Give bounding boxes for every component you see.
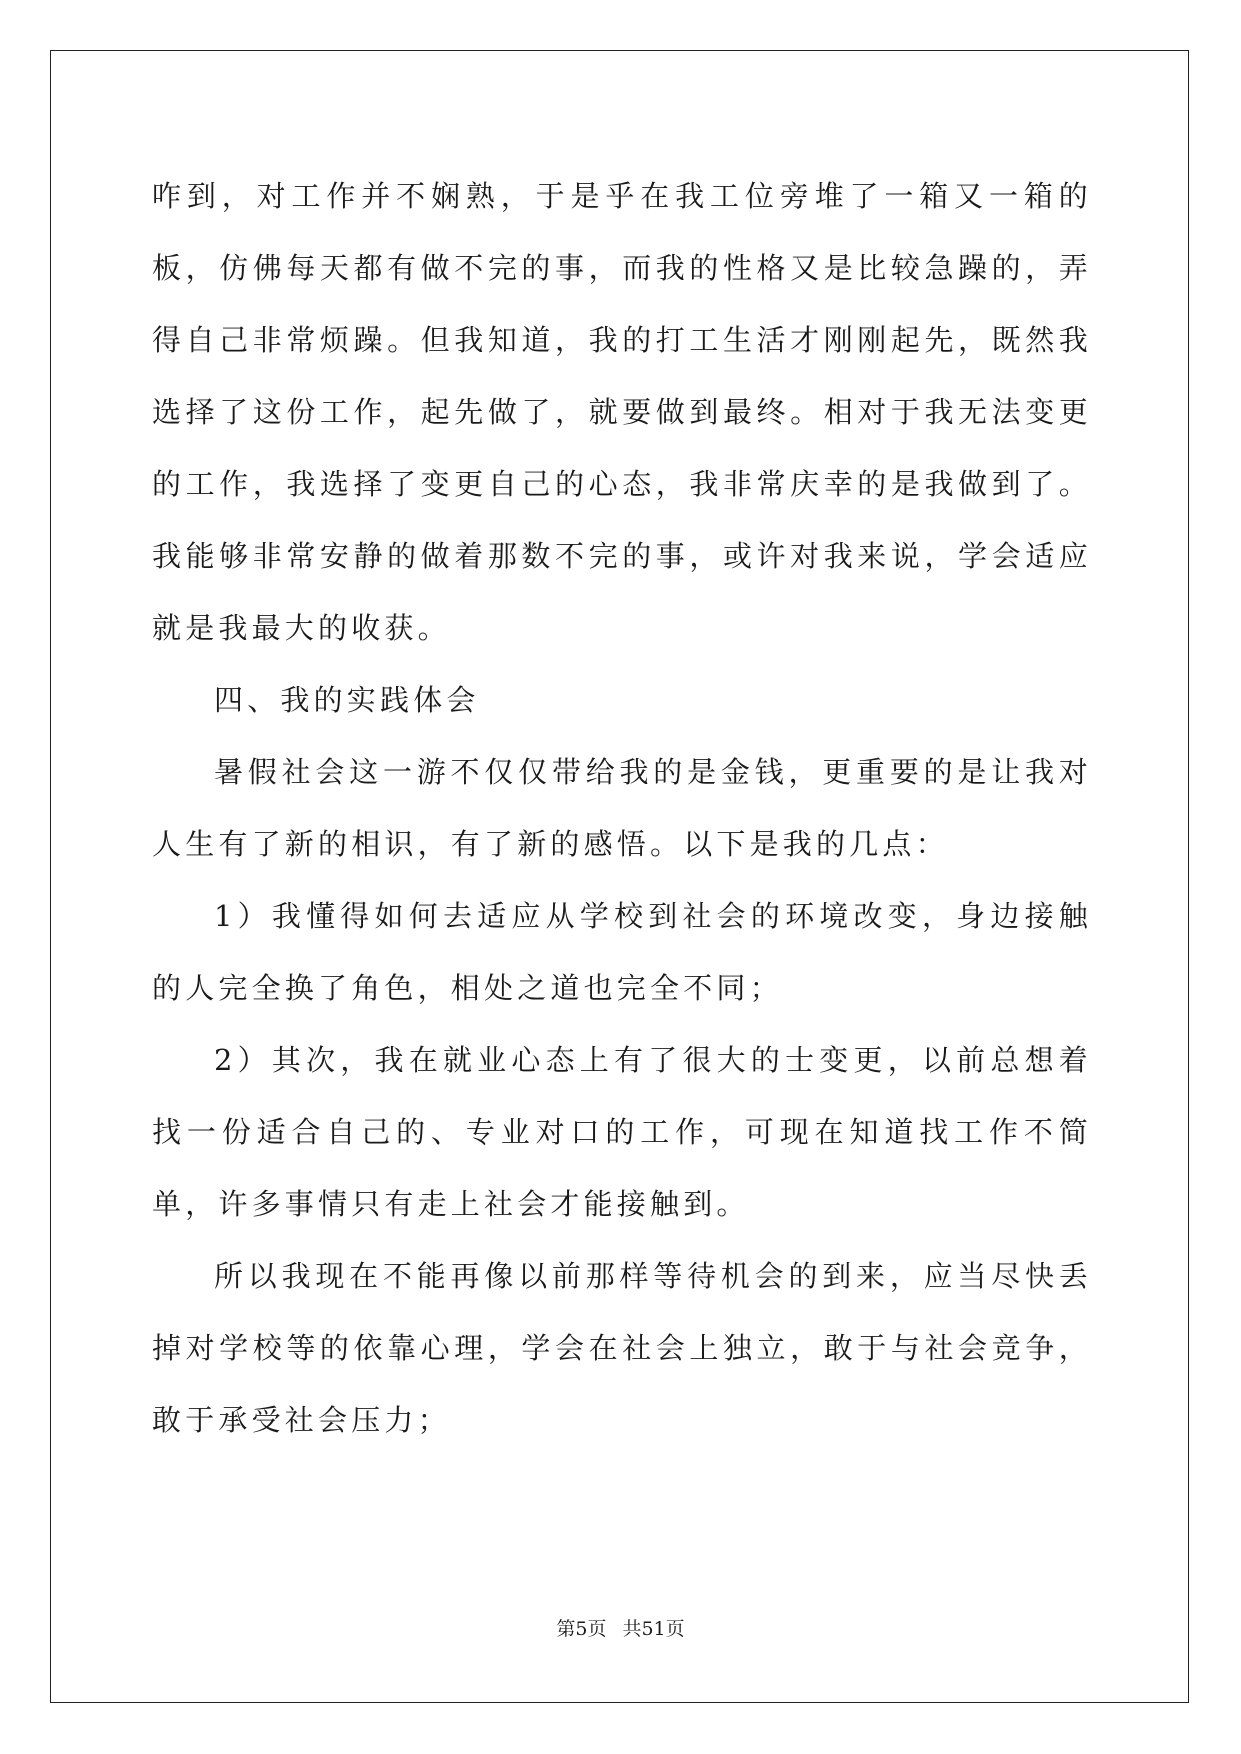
page-total: 共51页	[622, 1618, 685, 1640]
paragraph-conclusion: 所以我现在不能再像以前那样等待机会的到来，应当尽快丢掉对学校等的依靠心理，学会在社会上独立，敢于与社会竞争，敢于承受社会压力；	[152, 1259, 1092, 1437]
page-number: 第5页	[556, 1618, 607, 1640]
section-heading: 四、我的实践体会	[214, 683, 480, 717]
paragraph-intro: 暑假社会这一游不仅仅带给我的是金钱，更重要的是让我对人生有了新的相识，有了新的感悟。以下是我的几点：	[152, 755, 1092, 861]
paragraph-point-1: 1）我懂得如何去适应从学校到社会的环境改变，身边接触的人完全换了角色，相处之道也完全不同；	[152, 899, 1092, 1005]
page-footer	[0, 1614, 1241, 1641]
paragraph-continuation: 咋到，对工作并不娴熟，于是乎在我工位旁堆了一箱又一箱的板，仿佛每天都有做不完的事，而我的性格又是比较急躁的，弄得自己非常烦躁。但我知道，我的打工生活才刚刚起先，既然我选择了这份工作，起先做了，就要做到最终。相对于我无法变更的工作，我选择了变更自己的心态，我非常庆幸的是我做到了。我能够非常安静的做着那数不完的事，或许对我来说，学会适应就是我最大的收获。	[152, 179, 1092, 645]
paragraph-point-2: 2）其次，我在就业心态上有了很大的士变更，以前总想着找一份适合自己的、专业对口的工作，可现在知道找工作不简单，许多事情只有走上社会才能接触到。	[152, 1043, 1092, 1221]
document-body	[152, 160, 1092, 1456]
